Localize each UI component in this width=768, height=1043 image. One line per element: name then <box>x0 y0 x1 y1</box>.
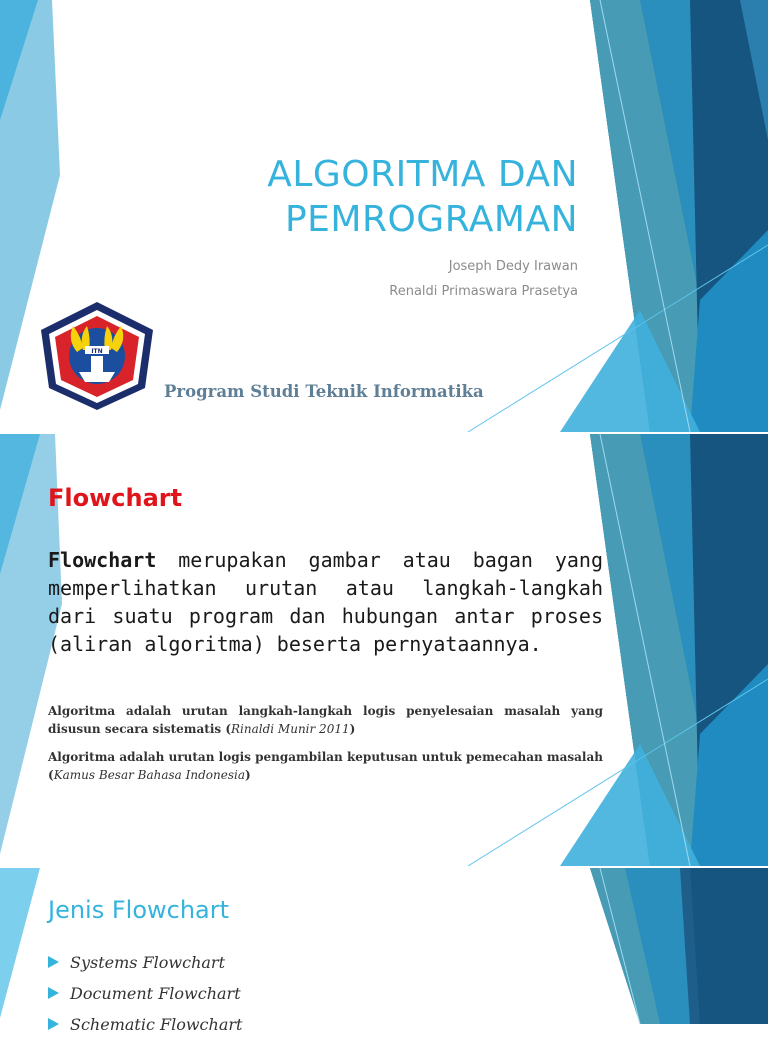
presentation-title <box>267 152 578 242</box>
lead-text: merupakan gambar atau bagan yang memperlihatkan urutan atau langkah-langkah dari suatu program dan hubungan antar proses (aliran algoritma) beserta pernyataannya. <box>48 548 603 656</box>
lead-term: Flowchart <box>48 548 157 572</box>
triangle-bullet-icon <box>48 987 59 999</box>
flowchart-types-heading: Jenis Flowchart <box>48 896 230 924</box>
definition-2-text: Algoritma adalah urutan logis pengambilan keputusan untuk pemecahan masalah ( <box>48 750 603 782</box>
flowchart-heading: Flowchart <box>48 484 183 512</box>
definition-2-source: Kamus Besar Bahasa Indonesia <box>53 768 246 782</box>
author-2: Renaldi Primaswara Prasetya <box>389 284 578 299</box>
itn-logo <box>37 300 157 412</box>
slide-title <box>0 0 768 432</box>
title-line-1: ALGORITMA DAN <box>267 154 578 195</box>
list-item <box>48 1012 242 1043</box>
triangle-bullet-icon <box>48 1018 59 1030</box>
list-item <box>48 950 242 981</box>
list-item-label: Schematic Flowchart <box>70 1015 243 1034</box>
flowchart-types-list <box>48 950 242 1043</box>
triangle-bullet-icon <box>48 956 59 968</box>
definition-1-close: ) <box>349 722 356 736</box>
algorithm-definition-1 <box>48 702 603 738</box>
list-item <box>48 981 242 1012</box>
flowchart-definition <box>48 546 603 658</box>
list-item-label: Document Flowchart <box>70 984 241 1003</box>
definition-1-source: Rinaldi Munir 2011 <box>231 722 350 736</box>
program-name: Program Studi Teknik Informatika <box>164 382 484 401</box>
title-line-2: PEMROGRAMAN <box>284 199 578 240</box>
list-item-label: Systems Flowchart <box>70 953 226 972</box>
definition-2-close: ) <box>245 768 251 782</box>
algorithm-definition-2 <box>48 748 603 784</box>
definition-1-text: Algoritma adalah urutan langkah-langkah logis penyelesaian masalah yang disusun secara sistematis ( <box>48 704 603 736</box>
author-1: Joseph Dedy Irawan <box>448 259 578 274</box>
logo-badge-text: ITN <box>91 348 103 355</box>
